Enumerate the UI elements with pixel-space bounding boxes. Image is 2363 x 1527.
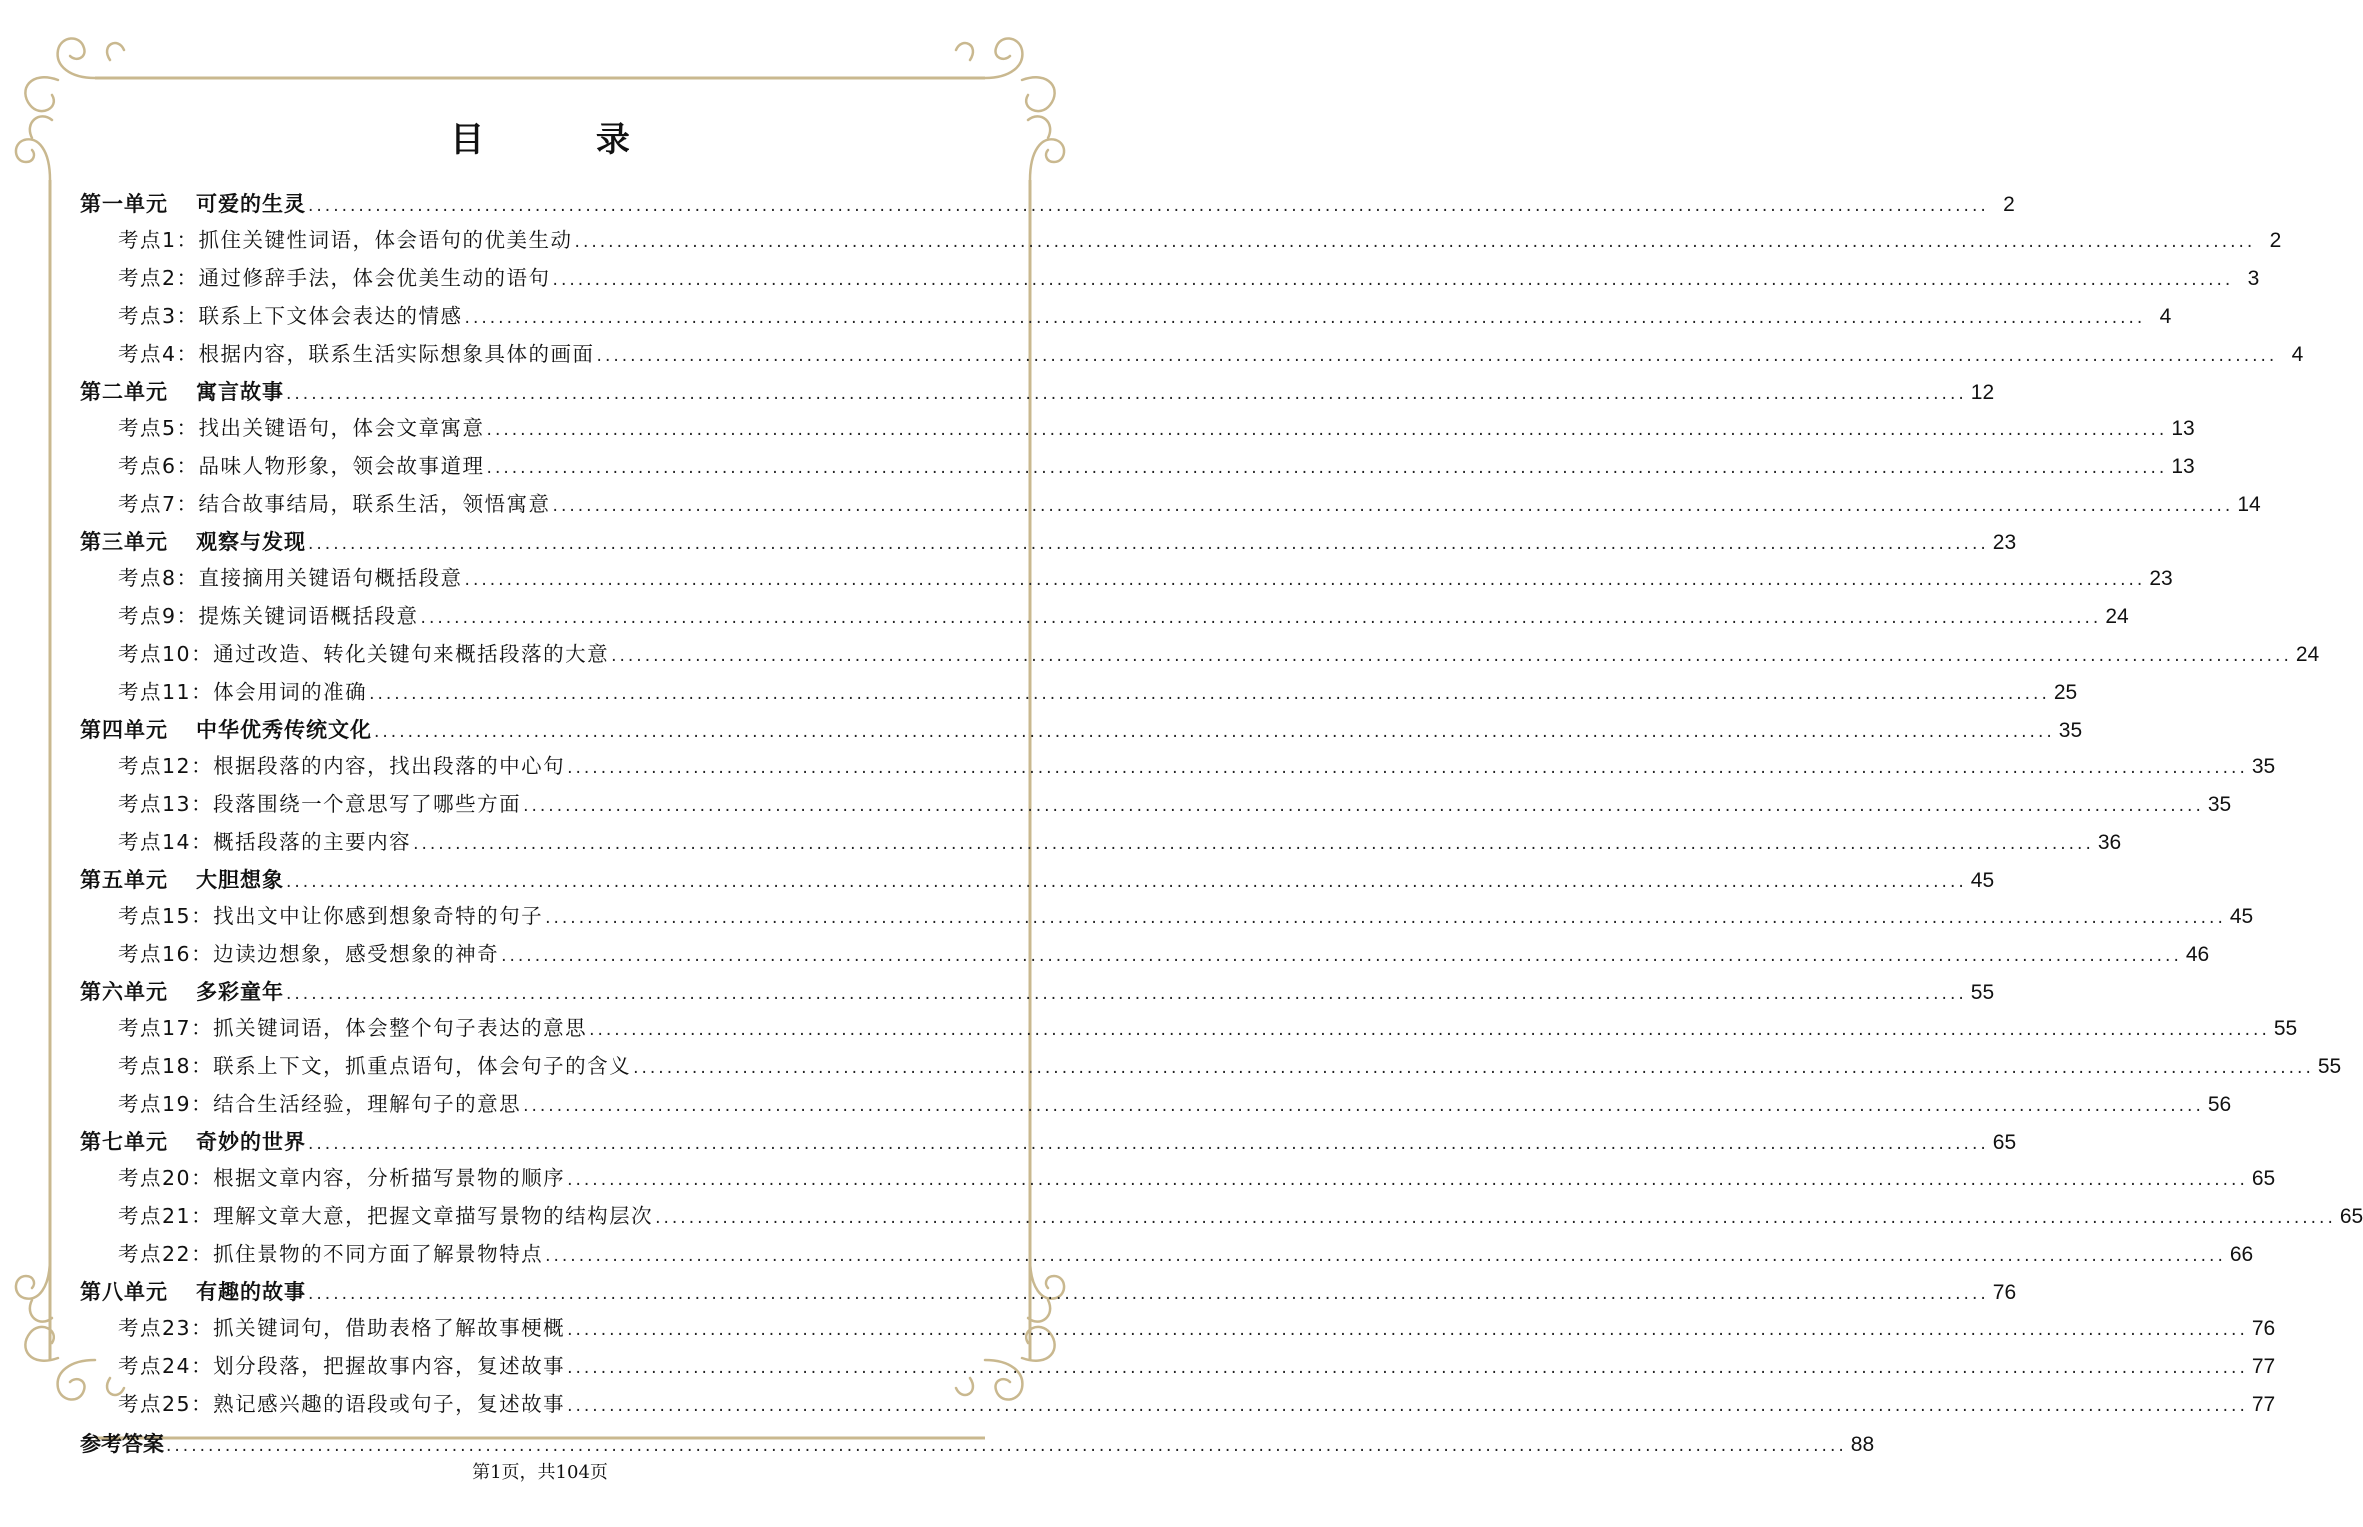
toc-unit-number: 第四单元 bbox=[80, 718, 168, 742]
toc-point-label: 考点20：根据文章内容，分析描写景物的顺序 bbox=[118, 1166, 566, 1190]
toc-leader-dots: ........................................................................................................................................................................................................ bbox=[464, 570, 2146, 590]
toc-point-row[interactable] bbox=[80, 1310, 2276, 1348]
toc-page-number: 14 bbox=[2237, 493, 2261, 516]
toc-page-number: 25 bbox=[2053, 681, 2078, 704]
toc-leader-dots: ........................................................................................................................................................................................................ bbox=[166, 1436, 1847, 1456]
toc-leader-dots: ........................................................................................................................................................................................................ bbox=[523, 1096, 2204, 1116]
toc-leader-dots: ........................................................................................................................................................................................................ bbox=[567, 1396, 2248, 1416]
toc-point-label: 考点9：提炼关键词语概括段意 bbox=[118, 604, 419, 628]
toc-point-row[interactable] bbox=[80, 1236, 2254, 1274]
toc-point-row[interactable] bbox=[80, 336, 2304, 374]
toc-unit-row[interactable] bbox=[80, 1274, 2017, 1310]
toc-point-row[interactable] bbox=[80, 824, 2122, 862]
toc-page-number: 65 bbox=[1992, 1131, 2017, 1154]
toc-point-label: 考点15：找出文中让你感到想象奇特的句子 bbox=[118, 904, 544, 928]
toc-page-number: 23 bbox=[2149, 567, 2173, 590]
toc-point-row[interactable] bbox=[80, 1010, 2298, 1048]
toc-leader-dots: ........................................................................................................................................................................................................ bbox=[420, 608, 2102, 628]
toc-leader-dots: ........................................................................................................................................................................................................ bbox=[308, 1134, 1989, 1154]
toc-unit-row[interactable] bbox=[80, 1124, 2017, 1160]
toc-page-number: 35 bbox=[2251, 755, 2276, 778]
toc-point-label: 考点10：通过改造、转化关键句来概括段落的大意 bbox=[118, 642, 610, 666]
toc-unit-number: 第五单元 bbox=[80, 868, 168, 892]
toc-page-number: 3 bbox=[2247, 267, 2260, 290]
toc-point-row[interactable] bbox=[80, 222, 2282, 260]
toc-unit-name: 大胆想象 bbox=[196, 868, 284, 892]
toc-point-label: 考点7：结合故事结局，联系生活，领悟寓意 bbox=[118, 492, 551, 516]
toc-point-label: 考点11：体会用词的准确 bbox=[118, 680, 368, 704]
toc-point-row[interactable] bbox=[80, 1086, 2232, 1124]
toc-unit-number: 第六单元 bbox=[80, 980, 168, 1004]
toc-page-number: 4 bbox=[2291, 343, 2304, 366]
toc-leader-dots: ........................................................................................................................................................................................................ bbox=[567, 1358, 2248, 1378]
toc-page-number: 76 bbox=[2251, 1317, 2276, 1340]
toc-unit-row[interactable] bbox=[80, 186, 2015, 222]
toc-point-label: 考点25：熟记感兴趣的语段或句子，复述故事 bbox=[118, 1392, 566, 1416]
toc-leader-dots: ........................................................................................................................................................................................................ bbox=[286, 872, 1967, 892]
toc-answer-label: 参考答案 bbox=[80, 1432, 164, 1456]
toc-point-row[interactable] bbox=[80, 1048, 2342, 1086]
toc-point-label: 考点1：抓住关键性词语，体会语句的优美生动 bbox=[118, 228, 573, 252]
toc-point-label: 考点16：边读边想象，感受想象的神奇 bbox=[118, 942, 500, 966]
toc-leader-dots: ........................................................................................................................................................................................................ bbox=[286, 384, 1967, 404]
toc-point-label: 考点2：通过修辞手法，体会优美生动的语句 bbox=[118, 266, 551, 290]
page-title: 目 录 bbox=[450, 120, 680, 160]
toc-page-number: 24 bbox=[2295, 643, 2320, 666]
toc-point-row[interactable] bbox=[80, 936, 2210, 974]
toc-page-number: 45 bbox=[2229, 905, 2254, 928]
toc-unit-row[interactable] bbox=[80, 712, 2083, 748]
toc-unit-name: 中华优秀传统文化 bbox=[196, 718, 372, 742]
toc-point-label: 考点24：划分段落，把握故事内容，复述故事 bbox=[118, 1354, 566, 1378]
toc-leader-dots: ........................................................................................................................................................................................................ bbox=[589, 1020, 2270, 1040]
toc-leader-dots: ........................................................................................................................................................................................................ bbox=[545, 1246, 2226, 1266]
toc-point-row[interactable] bbox=[80, 898, 2254, 936]
toc-unit-row[interactable] bbox=[80, 974, 1995, 1010]
toc-leader-dots: ........................................................................................................................................................................................................ bbox=[552, 496, 2234, 516]
table-of-contents bbox=[80, 186, 2363, 1464]
toc-page-number: 2 bbox=[2003, 193, 2015, 216]
toc-point-row[interactable] bbox=[80, 486, 2261, 524]
toc-point-row[interactable] bbox=[80, 636, 2320, 674]
toc-page-number: 56 bbox=[2207, 1093, 2232, 1116]
toc-point-label: 考点17：抓关键词语，体会整个句子表达的意思 bbox=[118, 1016, 588, 1040]
toc-unit-name: 多彩童年 bbox=[196, 980, 284, 1004]
toc-page-number: 4 bbox=[2159, 305, 2172, 328]
toc-point-row[interactable] bbox=[80, 1160, 2276, 1198]
toc-unit-name: 寓言故事 bbox=[196, 380, 284, 404]
toc-point-row[interactable] bbox=[80, 448, 2195, 486]
toc-unit-number: 第八单元 bbox=[80, 1280, 168, 1304]
toc-page-number: 76 bbox=[1992, 1281, 2017, 1304]
toc-leader-dots: ........................................................................................................................................................................................................ bbox=[545, 908, 2226, 928]
toc-page-number: 23 bbox=[1992, 531, 2017, 554]
toc-leader-dots: ........................................................................................................................................................................................................ bbox=[655, 1208, 2336, 1228]
toc-page-number: 35 bbox=[2058, 719, 2083, 742]
toc-page-number: 77 bbox=[2251, 1393, 2276, 1416]
toc-point-label: 考点4：根据内容，联系生活实际想象具体的画面 bbox=[118, 342, 595, 366]
toc-leader-dots: ........................................................................................................................................................................................................ bbox=[611, 646, 2292, 666]
toc-leader-dots: ........................................................................................................................................................................................................ bbox=[501, 946, 2182, 966]
toc-leader-dots: ........................................................................................................................................................................................................ bbox=[486, 420, 2168, 440]
toc-leader-dots: ........................................................................................................................................................................................................ bbox=[486, 458, 2168, 478]
toc-point-label: 考点12：根据段落的内容，找出段落的中心句 bbox=[118, 754, 566, 778]
toc-unit-name: 奇妙的世界 bbox=[196, 1130, 306, 1154]
toc-point-row[interactable] bbox=[80, 786, 2232, 824]
page-footer: 第1页，共104页 bbox=[472, 1462, 608, 1483]
toc-page-number: 66 bbox=[2229, 1243, 2254, 1266]
toc-unit-number: 第三单元 bbox=[80, 530, 168, 554]
toc-leader-dots: ........................................................................................................................................................................................................ bbox=[308, 1284, 1989, 1304]
toc-point-label: 考点3：联系上下文体会表达的情感 bbox=[118, 304, 463, 328]
toc-leader-dots: ........................................................................................................................................................................................................ bbox=[567, 1320, 2248, 1340]
toc-leader-dots: ........................................................................................................................................................................................................ bbox=[567, 758, 2248, 778]
toc-point-row[interactable] bbox=[80, 598, 2129, 636]
toc-page-number: 13 bbox=[2171, 455, 2195, 478]
toc-page-number: 55 bbox=[1970, 981, 1995, 1004]
toc-page-number: 36 bbox=[2097, 831, 2122, 854]
toc-unit-number: 第二单元 bbox=[80, 380, 168, 404]
toc-page-number: 2 bbox=[2269, 229, 2282, 252]
toc-page-number: 45 bbox=[1970, 869, 1995, 892]
toc-leader-dots: ........................................................................................................................................................................................................ bbox=[369, 684, 2050, 704]
toc-leader-dots: ........................................................................................................................................................................................................ bbox=[567, 1170, 2248, 1190]
toc-page-number: 46 bbox=[2185, 943, 2210, 966]
toc-leader-dots: ........................................................................................................................................................................................................ bbox=[308, 534, 1989, 554]
toc-unit-row[interactable] bbox=[80, 374, 1995, 410]
toc-leader-dots: ........................................................................................................................................................................................................ bbox=[464, 308, 2146, 328]
toc-leader-dots: ........................................................................................................................................................................................................ bbox=[286, 984, 1967, 1004]
toc-point-row[interactable] bbox=[80, 298, 2172, 336]
toc-point-label: 考点21：理解文章大意，把握文章描写景物的结构层次 bbox=[118, 1204, 654, 1228]
toc-unit-name: 观察与发现 bbox=[196, 530, 306, 554]
toc-point-label: 考点18：联系上下文，抓重点语句，体会句子的含义 bbox=[118, 1054, 632, 1078]
toc-point-row[interactable] bbox=[80, 748, 2276, 786]
toc-page-number: 55 bbox=[2317, 1055, 2342, 1078]
toc-leader-dots: ........................................................................................................................................................................................................ bbox=[413, 834, 2094, 854]
toc-page-number: 12 bbox=[1970, 381, 1995, 404]
toc-leader-dots: ........................................................................................................................................................................................................ bbox=[374, 722, 2055, 742]
toc-leader-dots: ........................................................................................................................................................................................................ bbox=[596, 346, 2278, 366]
toc-point-row[interactable] bbox=[80, 1386, 2276, 1424]
toc-point-label: 考点19：结合生活经验，理解句子的意思 bbox=[118, 1092, 522, 1116]
toc-point-row[interactable] bbox=[80, 674, 2078, 712]
toc-page-number: 55 bbox=[2273, 1017, 2298, 1040]
toc-leader-dots: ........................................................................................................................................................................................................ bbox=[633, 1058, 2314, 1078]
toc-unit-name: 有趣的故事 bbox=[196, 1280, 306, 1304]
toc-leader-dots: ........................................................................................................................................................................................................ bbox=[523, 796, 2204, 816]
toc-point-label: 考点13：段落围绕一个意思写了哪些方面 bbox=[118, 792, 522, 816]
toc-point-label: 考点6：品味人物形象，领会故事道理 bbox=[118, 454, 485, 478]
toc-point-label: 考点23：抓关键词句，借助表格了解故事梗概 bbox=[118, 1316, 566, 1340]
toc-unit-row[interactable] bbox=[80, 862, 1995, 898]
toc-leader-dots: ........................................................................................................................................................................................................ bbox=[308, 196, 1989, 216]
toc-page-number: 65 bbox=[2251, 1167, 2276, 1190]
toc-point-label: 考点22：抓住景物的不同方面了解景物特点 bbox=[118, 1242, 544, 1266]
toc-point-row[interactable] bbox=[80, 260, 2260, 298]
toc-page-number: 65 bbox=[2339, 1205, 2363, 1228]
toc-leader-dots: ........................................................................................................................................................................................................ bbox=[574, 232, 2256, 252]
toc-page-number: 77 bbox=[2251, 1355, 2276, 1378]
toc-point-label: 考点14：概括段落的主要内容 bbox=[118, 830, 412, 854]
toc-point-row[interactable] bbox=[80, 560, 2173, 598]
toc-point-row[interactable] bbox=[80, 1198, 2363, 1236]
toc-page-number: 35 bbox=[2207, 793, 2232, 816]
toc-unit-row[interactable] bbox=[80, 524, 2017, 560]
toc-unit-name: 可爱的生灵 bbox=[196, 192, 306, 216]
toc-point-row[interactable] bbox=[80, 410, 2195, 448]
toc-point-row[interactable] bbox=[80, 1348, 2276, 1386]
toc-unit-number: 第一单元 bbox=[80, 192, 168, 216]
toc-page-number: 13 bbox=[2171, 417, 2195, 440]
toc-leader-dots: ........................................................................................................................................................................................................ bbox=[552, 270, 2234, 290]
toc-point-label: 考点8：直接摘用关键语句概括段意 bbox=[118, 566, 463, 590]
toc-page-number: 24 bbox=[2105, 605, 2129, 628]
toc-point-label: 考点5：找出关键语句，体会文章寓意 bbox=[118, 416, 485, 440]
toc-unit-number: 第七单元 bbox=[80, 1130, 168, 1154]
toc-page-number: 88 bbox=[1850, 1433, 1875, 1456]
